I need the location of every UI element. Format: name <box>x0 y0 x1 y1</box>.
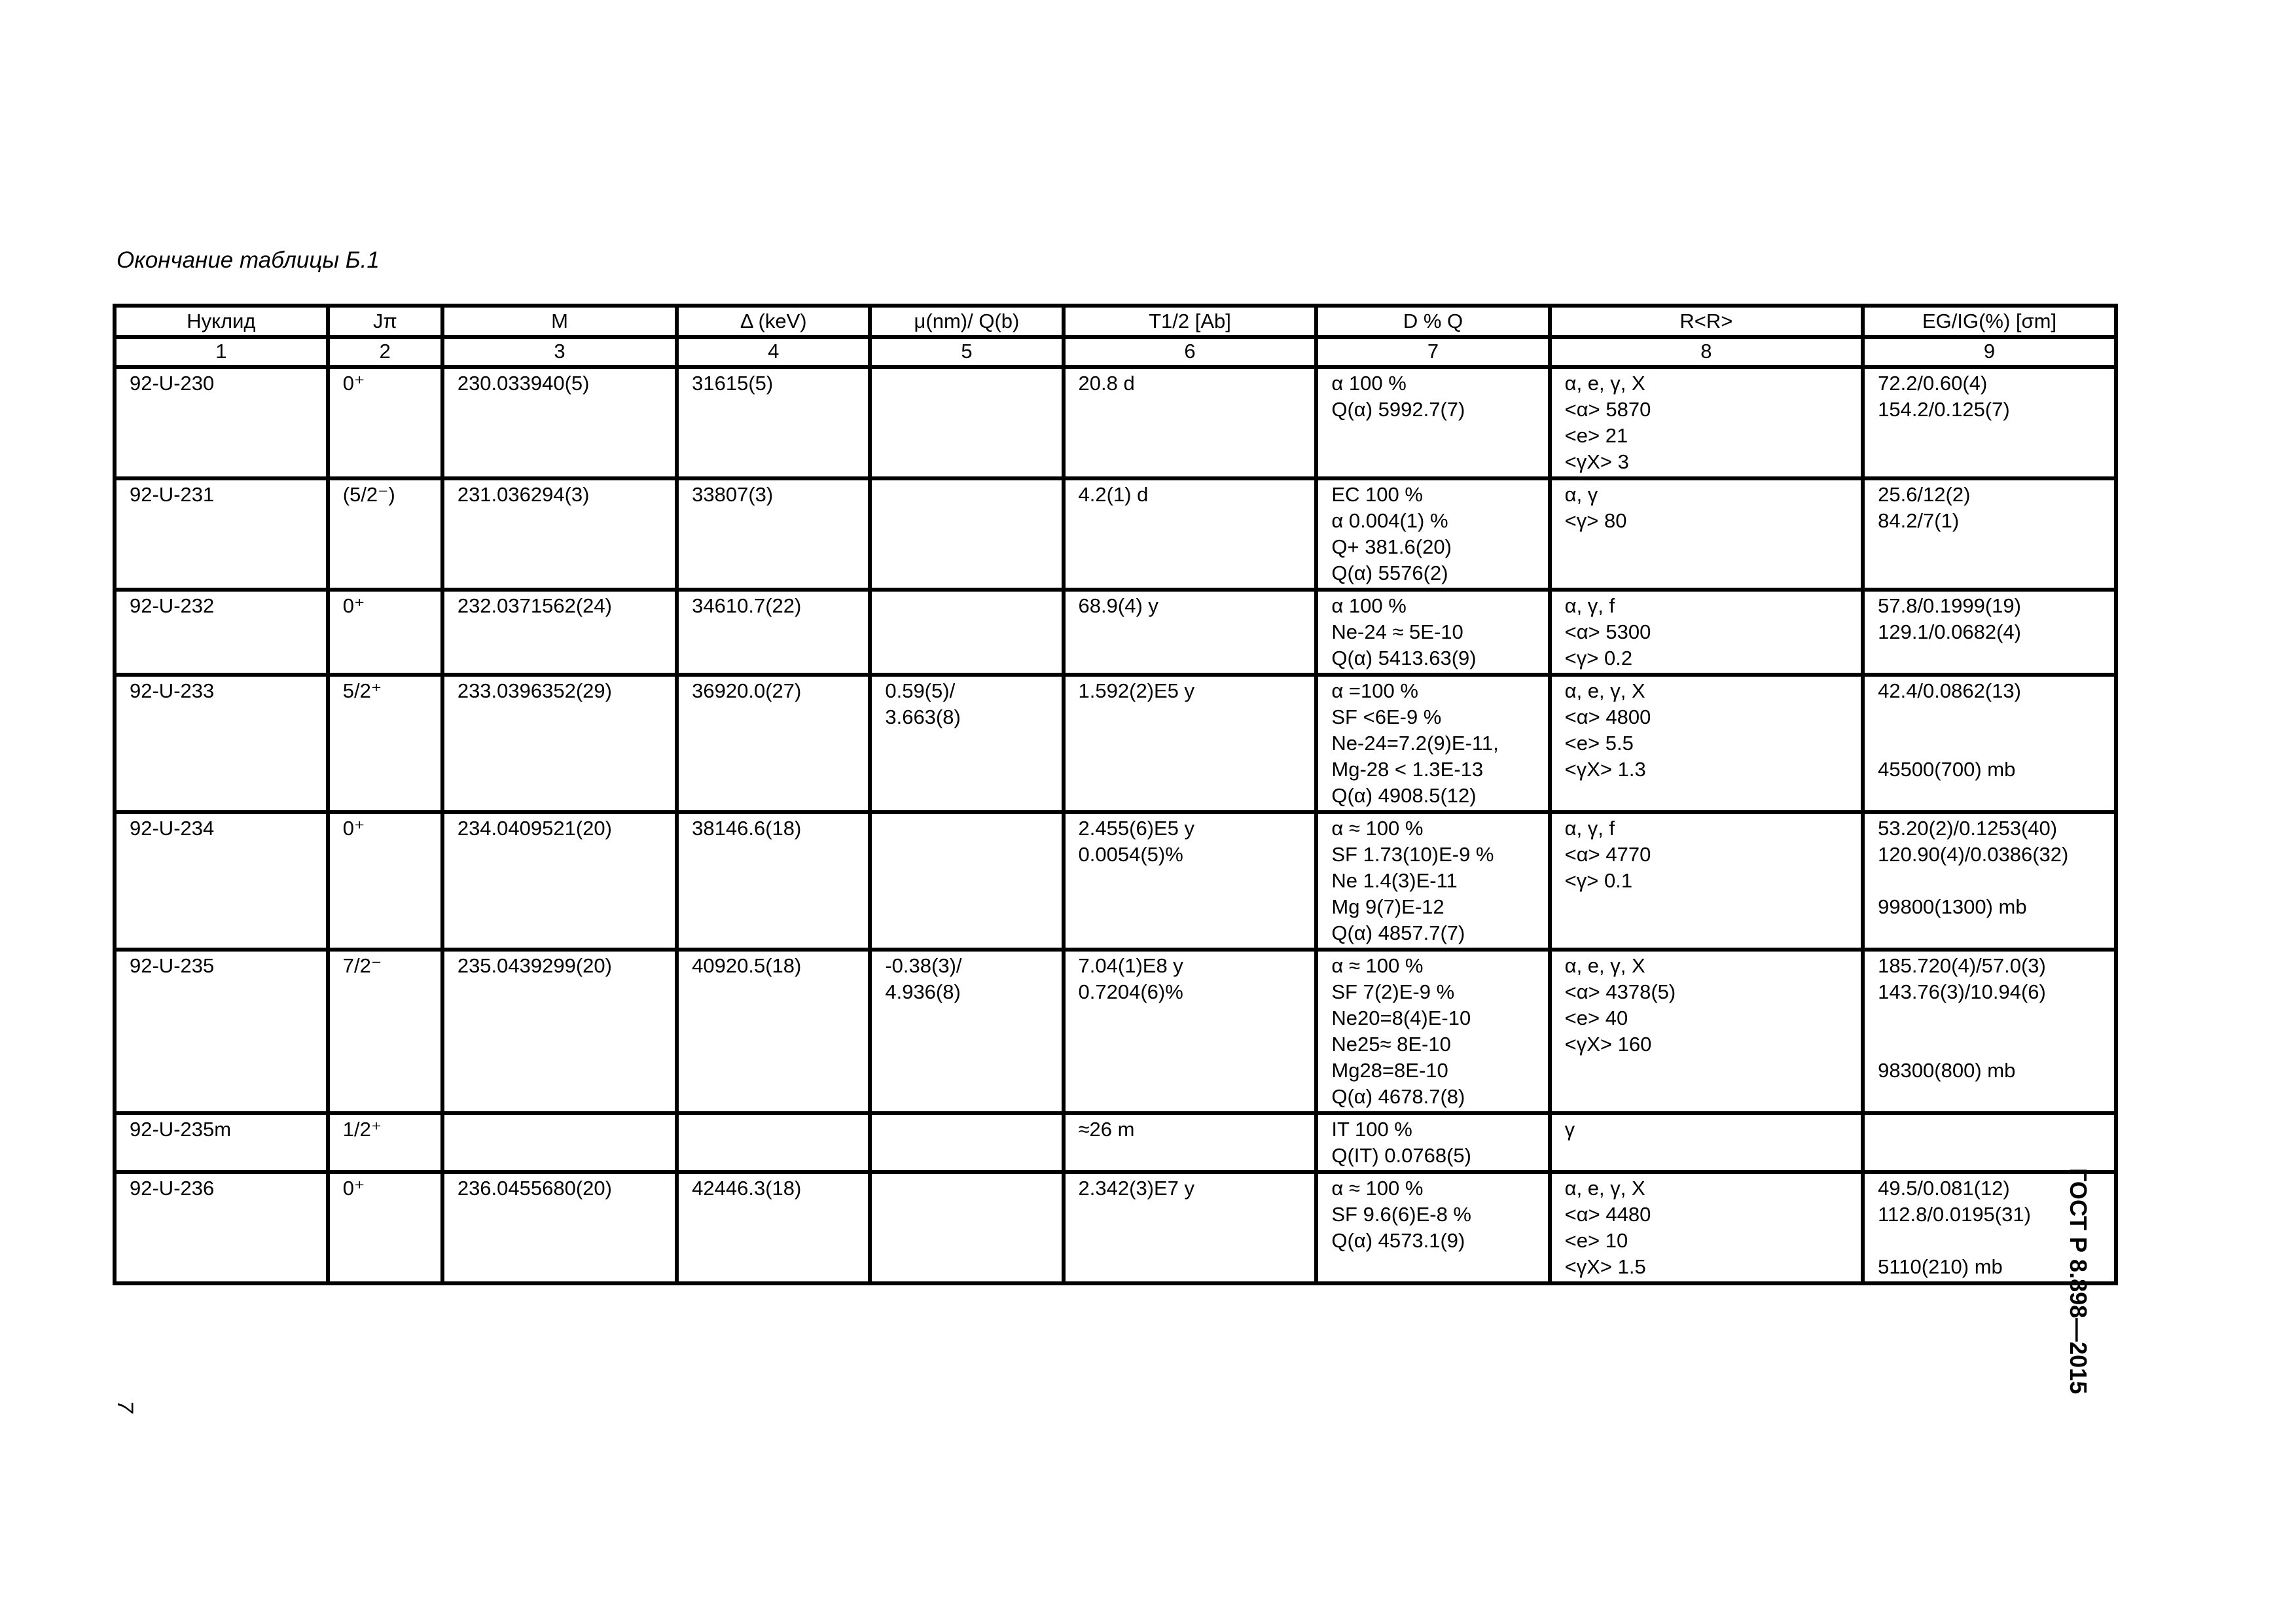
spin-parity-cell <box>328 590 442 675</box>
column-number: 1 <box>115 337 328 367</box>
moment-cell <box>870 1172 1063 1283</box>
header-cell: T1/2 [Ab] <box>1064 306 1317 337</box>
cell-line: EC 100 % <box>1331 483 1423 506</box>
cell-line: α =100 % <box>1331 679 1418 702</box>
nuclide-cell <box>115 590 328 675</box>
spin-parity-cell <box>328 950 442 1113</box>
decay-mode-cell <box>1316 590 1549 675</box>
cell-line: 49.5/0.081(12) <box>1878 1177 2010 1200</box>
table-row <box>115 1172 2116 1283</box>
cell-line: 4.936(8) <box>885 980 961 1003</box>
half-life-cell <box>1064 478 1317 590</box>
decay-mode-cell <box>1316 950 1549 1113</box>
gamma-energy-cell <box>1863 367 2116 478</box>
column-number-row <box>115 337 2116 367</box>
cell-value: (5/2⁻) <box>342 483 395 506</box>
gamma-energy-cell <box>1863 590 2116 675</box>
cell-value: 236.0455680(20) <box>457 1177 612 1200</box>
header-cell: Нуклид <box>115 306 328 337</box>
nuclide-table <box>113 304 2118 1285</box>
mass-excess-cell <box>677 675 870 812</box>
cell-value: 7/2⁻ <box>342 954 382 977</box>
cell-line <box>1878 1031 2101 1058</box>
cell-line: Ne-24 ≈ 5E-10 <box>1331 620 1463 643</box>
cell-line: <γX> 160 <box>1564 1033 1652 1056</box>
cell-value: 0⁺ <box>342 1177 365 1200</box>
table-row <box>115 478 2116 590</box>
cell-line: γ <box>1564 1118 1575 1141</box>
cell-value: 36920.0(27) <box>692 679 802 702</box>
cell-line: 0.7204(6)% <box>1078 980 1183 1003</box>
mass-excess-cell <box>677 950 870 1113</box>
cell-value: 92-U-231 <box>130 483 215 506</box>
moment-cell <box>870 590 1063 675</box>
table-row <box>115 812 2116 950</box>
half-life-cell <box>1064 675 1317 812</box>
nuclide-cell <box>115 1172 328 1283</box>
half-life-cell <box>1064 1113 1317 1172</box>
cell-line: <α> 4770 <box>1564 843 1651 866</box>
cell-line: Q(α) 5576(2) <box>1331 562 1448 584</box>
column-number: 4 <box>677 337 870 367</box>
gamma-energy-cell <box>1863 950 2116 1113</box>
cell-value: 92-U-235 <box>130 954 215 977</box>
cell-value: 92-U-236 <box>130 1177 215 1200</box>
nuclide-cell <box>115 367 328 478</box>
mass-cell <box>442 675 677 812</box>
cell-value: 232.0371562(24) <box>457 594 612 617</box>
nuclide-cell <box>115 950 328 1113</box>
radiation-cell <box>1550 1113 1863 1172</box>
cell-line <box>1878 1005 2101 1031</box>
nuclide-table-container <box>113 304 2118 1285</box>
table-row <box>115 1113 2116 1172</box>
cell-value: 92-U-232 <box>130 594 215 617</box>
column-number: 9 <box>1863 337 2116 367</box>
decay-mode-cell <box>1316 1113 1549 1172</box>
cell-line: α ≈ 100 % <box>1331 1177 1424 1200</box>
cell-line: 120.90(4)/0.0386(32) <box>1878 843 2069 866</box>
cell-value: 92-U-234 <box>130 817 215 840</box>
cell-line: 2.342(3)E7 y <box>1078 1177 1195 1200</box>
column-number: 5 <box>870 337 1063 367</box>
cell-line: α 0.004(1) % <box>1331 509 1448 532</box>
cell-line <box>1878 704 2101 730</box>
cell-line: 0.59(5)/ <box>885 679 956 702</box>
cell-line: α, e, γ, X <box>1564 679 1645 702</box>
cell-line: <e> 21 <box>1564 424 1628 447</box>
cell-line: α, e, γ, X <box>1564 372 1645 395</box>
cell-line: Ne20=8(4)E-10 <box>1331 1007 1471 1029</box>
mass-excess-cell <box>677 367 870 478</box>
radiation-cell <box>1550 675 1863 812</box>
mass-excess-cell <box>677 590 870 675</box>
radiation-cell <box>1550 1172 1863 1283</box>
mass-excess-cell <box>677 478 870 590</box>
cell-line: ≈26 m <box>1078 1118 1135 1141</box>
cell-line: 129.1/0.0682(4) <box>1878 620 2021 643</box>
mass-cell <box>442 1172 677 1283</box>
cell-line: 2.455(6)E5 y <box>1078 817 1195 840</box>
cell-value: 40920.5(18) <box>692 954 802 977</box>
header-cell: μ(nm)/ Q(b) <box>870 306 1063 337</box>
cell-line: -0.38(3)/ <box>885 954 962 977</box>
mass-excess-cell <box>677 812 870 950</box>
header-cell: D % Q <box>1316 306 1549 337</box>
cell-line: 45500(700) mb <box>1878 758 2016 781</box>
radiation-cell <box>1550 367 1863 478</box>
moment-cell <box>870 478 1063 590</box>
moment-cell <box>870 812 1063 950</box>
cell-line: α, γ, f <box>1564 817 1615 840</box>
cell-line: 25.6/12(2) <box>1878 483 1971 506</box>
table-row <box>115 675 2116 812</box>
table-row <box>115 950 2116 1113</box>
moment-cell <box>870 1113 1063 1172</box>
cell-value: 33807(3) <box>692 483 774 506</box>
cell-line: α 100 % <box>1331 372 1407 395</box>
cell-line: 185.720(4)/57.0(3) <box>1878 954 2046 977</box>
cell-line: <e> 10 <box>1564 1229 1628 1252</box>
cell-line: Q+ 381.6(20) <box>1331 535 1452 558</box>
cell-value: 233.0396352(29) <box>457 679 612 702</box>
header-row <box>115 306 2116 337</box>
cell-line: α, γ <box>1564 483 1598 506</box>
half-life-cell <box>1064 590 1317 675</box>
cell-line: <γ> 0.2 <box>1564 647 1633 669</box>
cell-line: α ≈ 100 % <box>1331 954 1424 977</box>
cell-line: <γ> 0.1 <box>1564 869 1633 892</box>
cell-line: <e> 40 <box>1564 1007 1628 1029</box>
cell-line: 68.9(4) y <box>1078 594 1158 617</box>
cell-line: 4.2(1) d <box>1078 483 1149 506</box>
cell-line: 57.8/0.1999(19) <box>1878 594 2021 617</box>
cell-line: 3.663(8) <box>885 705 961 728</box>
cell-line: α 100 % <box>1331 594 1407 617</box>
cell-line: Q(α) 4908.5(12) <box>1331 784 1477 807</box>
cell-line: 42.4/0.0862(13) <box>1878 679 2021 702</box>
spin-parity-cell <box>328 478 442 590</box>
column-number: 2 <box>328 337 442 367</box>
cell-value: 42446.3(18) <box>692 1177 802 1200</box>
cell-line: SF 9.6(6)E-8 % <box>1331 1203 1471 1226</box>
spin-parity-cell <box>328 1172 442 1283</box>
cell-line: Q(α) 4573.1(9) <box>1331 1229 1465 1252</box>
gamma-energy-cell <box>1863 675 2116 812</box>
cell-line: α, e, γ, X <box>1564 1177 1645 1200</box>
header-cell: Jπ <box>328 306 442 337</box>
cell-line: 0.0054(5)% <box>1078 843 1183 866</box>
decay-mode-cell <box>1316 812 1549 950</box>
half-life-cell <box>1064 1172 1317 1283</box>
mass-cell <box>442 950 677 1113</box>
decay-mode-cell <box>1316 367 1549 478</box>
radiation-cell <box>1550 478 1863 590</box>
cell-value: 92-U-235m <box>130 1118 232 1141</box>
cell-line: 112.8/0.0195(31) <box>1878 1203 2031 1226</box>
cell-line: Q(α) 4678.7(8) <box>1331 1085 1465 1108</box>
table-body <box>115 367 2116 1283</box>
cell-line: Q(α) 4857.7(7) <box>1331 921 1465 944</box>
cell-line: <α> 4480 <box>1564 1203 1651 1226</box>
cell-line: 84.2/7(1) <box>1878 509 1960 532</box>
cell-line: <α> 4800 <box>1564 705 1651 728</box>
nuclide-cell <box>115 675 328 812</box>
cell-value: 230.033940(5) <box>457 372 590 395</box>
cell-line <box>1878 868 2101 894</box>
cell-value: 0⁺ <box>342 817 365 840</box>
mass-excess-cell <box>677 1172 870 1283</box>
cell-value: 31615(5) <box>692 372 774 395</box>
cell-line: 53.20(2)/0.1253(40) <box>1878 817 2058 840</box>
cell-line: 154.2/0.125(7) <box>1878 398 2010 421</box>
column-number: 6 <box>1064 337 1317 367</box>
cell-line: 1.592(2)E5 y <box>1078 679 1195 702</box>
cell-line: Mg-28 < 1.3E-13 <box>1331 758 1484 781</box>
spin-parity-cell <box>328 812 442 950</box>
cell-line: 98300(800) mb <box>1878 1059 2016 1082</box>
cell-line: <α> 4378(5) <box>1564 980 1676 1003</box>
cell-line <box>1878 730 2101 757</box>
page-number: 7 <box>113 1400 137 1413</box>
cell-line: Ne-24=7.2(9)E-11, <box>1331 732 1499 755</box>
nuclide-cell <box>115 812 328 950</box>
decay-mode-cell <box>1316 478 1549 590</box>
cell-value: 231.036294(3) <box>457 483 590 506</box>
cell-value: 92-U-233 <box>130 679 215 702</box>
cell-line: Ne25≈ 8E-10 <box>1331 1033 1451 1056</box>
cell-line: SF 1.73(10)E-9 % <box>1331 843 1494 866</box>
cell-line: Mg28=8E-10 <box>1331 1059 1448 1082</box>
mass-cell <box>442 367 677 478</box>
table-row <box>115 590 2116 675</box>
spin-parity-cell <box>328 675 442 812</box>
cell-line: Q(IT) 0.0768(5) <box>1331 1144 1471 1167</box>
spin-parity-cell <box>328 367 442 478</box>
column-number: 8 <box>1550 337 1863 367</box>
cell-line: Q(α) 5992.7(7) <box>1331 398 1465 421</box>
half-life-cell <box>1064 812 1317 950</box>
moment-cell <box>870 367 1063 478</box>
cell-line: Q(α) 5413.63(9) <box>1331 647 1477 669</box>
header-cell: Δ (keV) <box>677 306 870 337</box>
cell-value: 38146.6(18) <box>692 817 802 840</box>
header-cell: EG/IG(%) [σm] <box>1863 306 2116 337</box>
cell-line: α, e, γ, X <box>1564 954 1645 977</box>
half-life-cell <box>1064 367 1317 478</box>
gamma-energy-cell <box>1863 478 2116 590</box>
table-row <box>115 367 2116 478</box>
mass-excess-cell <box>677 1113 870 1172</box>
radiation-cell <box>1550 950 1863 1113</box>
mass-cell <box>442 812 677 950</box>
cell-line: <γX> 1.5 <box>1564 1255 1646 1278</box>
column-number: 3 <box>442 337 677 367</box>
column-number: 7 <box>1316 337 1549 367</box>
spin-parity-cell <box>328 1113 442 1172</box>
cell-value: 5/2⁺ <box>342 679 382 702</box>
cell-line: 7.04(1)E8 y <box>1078 954 1183 977</box>
cell-value: 235.0439299(20) <box>457 954 612 977</box>
cell-value: 1/2⁺ <box>342 1118 382 1141</box>
cell-line: <α> 5870 <box>1564 398 1651 421</box>
cell-line: 72.2/0.60(4) <box>1878 372 1988 395</box>
cell-value: 0⁺ <box>342 372 365 395</box>
mass-cell <box>442 590 677 675</box>
header-cell: R<R> <box>1550 306 1863 337</box>
cell-line: <γX> 1.3 <box>1564 758 1646 781</box>
mass-cell <box>442 478 677 590</box>
cell-line: 99800(1300) mb <box>1878 895 2027 918</box>
cell-line: Ne 1.4(3)E-11 <box>1331 869 1458 892</box>
cell-line: SF <6E-9 % <box>1331 705 1442 728</box>
gamma-energy-cell <box>1863 812 2116 950</box>
moment-cell <box>870 950 1063 1113</box>
cell-line: 143.76(3)/10.94(6) <box>1878 980 2046 1003</box>
cell-line: <γ> 80 <box>1564 509 1627 532</box>
cell-line: <e> 5.5 <box>1564 732 1634 755</box>
cell-value: 234.0409521(20) <box>457 817 612 840</box>
cell-line: 5110(210) mb <box>1878 1255 2003 1278</box>
cell-value: 0⁺ <box>342 594 365 617</box>
radiation-cell <box>1550 590 1863 675</box>
cell-line: SF 7(2)E-9 % <box>1331 980 1455 1003</box>
radiation-cell <box>1550 812 1863 950</box>
cell-line: <α> 5300 <box>1564 620 1651 643</box>
table-caption: Окончание таблицы Б.1 <box>117 247 380 273</box>
moment-cell <box>870 675 1063 812</box>
header-cell: M <box>442 306 677 337</box>
mass-cell <box>442 1113 677 1172</box>
cell-line: Mg 9(7)E-12 <box>1331 895 1444 918</box>
cell-line: α, γ, f <box>1564 594 1615 617</box>
nuclide-cell <box>115 1113 328 1172</box>
cell-value: 34610.7(22) <box>692 594 802 617</box>
gamma-energy-cell <box>1863 1113 2116 1172</box>
cell-line: IT 100 % <box>1331 1118 1412 1141</box>
nuclide-cell <box>115 478 328 590</box>
half-life-cell <box>1064 950 1317 1113</box>
cell-line: <γX> 3 <box>1564 450 1629 473</box>
decay-mode-cell <box>1316 1172 1549 1283</box>
decay-mode-cell <box>1316 675 1549 812</box>
cell-value: 92-U-230 <box>130 372 215 395</box>
cell-line: 20.8 d <box>1078 372 1135 395</box>
cell-line: α ≈ 100 % <box>1331 817 1424 840</box>
document-standard-header: ГОСТ Р 8.898—2015 <box>2065 1168 2092 1395</box>
